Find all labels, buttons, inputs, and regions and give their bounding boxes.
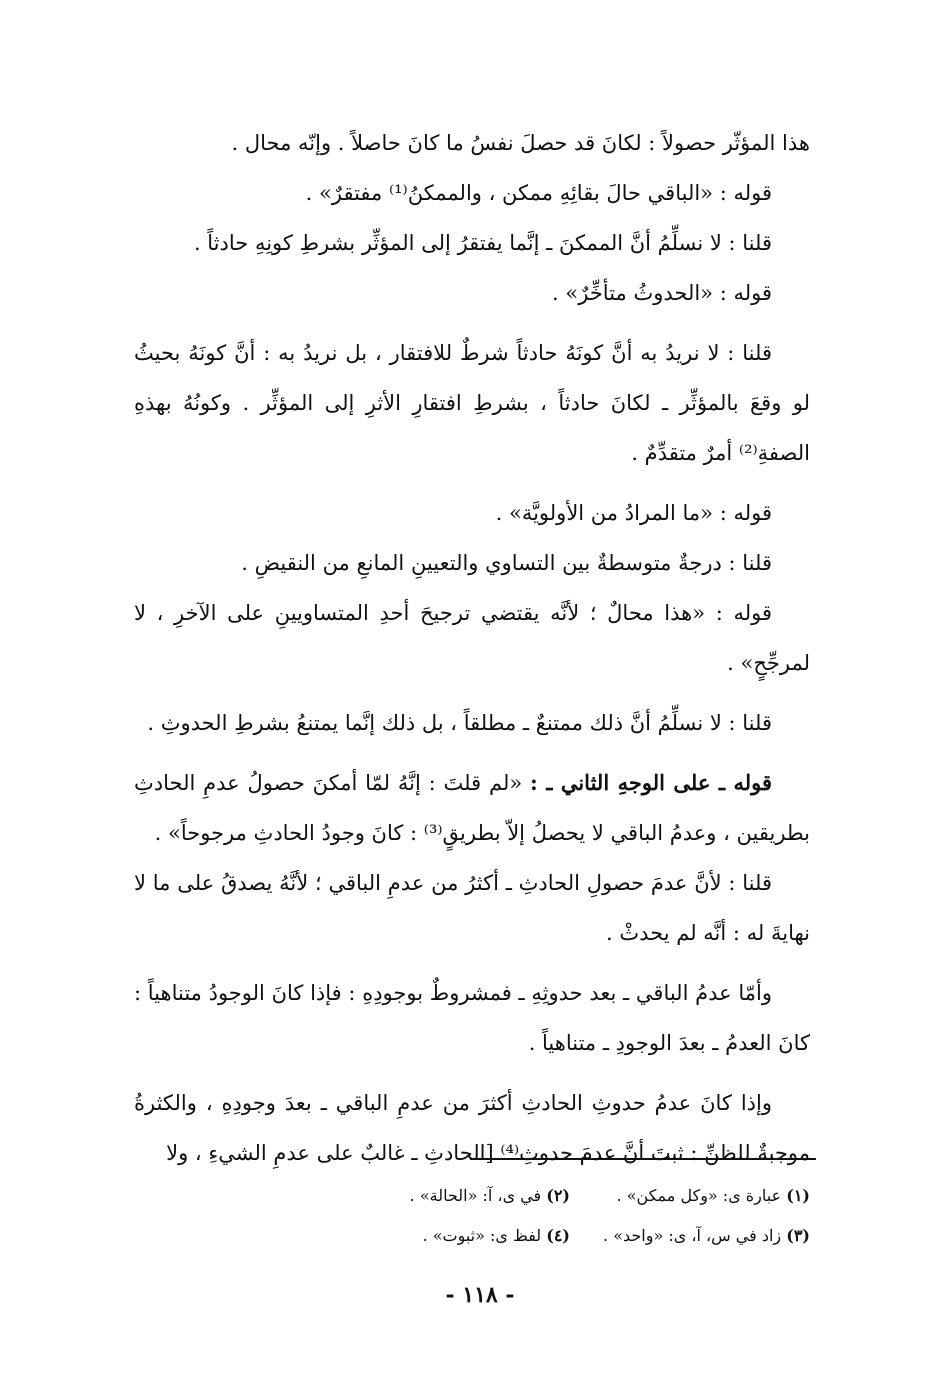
paragraph-10	[134, 758, 810, 858]
footnote-divider	[470, 1158, 816, 1160]
footnote-1-text: عبارة ى: «وكل ممكن» .	[616, 1186, 787, 1205]
paragraph-2: قوله : «الباقي حالَ بقائِهِ ممكن ، والممكنُ⁽¹⁾ مفتقرٌ» .	[305, 181, 772, 205]
paragraph-9: قلنا : لا نسلِّمُ أنَّ ذلك ممتنعٌ ـ مطلقاً ، بل ذلك إنَّما يمتنعُ بشرطِ الحدوثِ .	[147, 711, 772, 735]
footnote-2	[330, 1176, 570, 1216]
footnote-3-text: زاد في س، آ، ى: «واحد» .	[603, 1226, 787, 1245]
paragraph-1: هذا المؤثّر حصولاً : لكانَ قد حصلَ نفسُ ما كانَ حاصلاً . وإنّه محال .	[231, 131, 810, 155]
paragraph-4: قوله : «الحدوثُ متأخِّرٌ» .	[552, 281, 772, 305]
footnote-2-text: في ى، آ: «الحالة» .	[409, 1186, 547, 1205]
footnote-4-text: لفظ ى: «ثبوت» .	[422, 1226, 547, 1245]
paragraph-6: قوله : «ما المرادُ من الأولويَّة» .	[495, 501, 772, 525]
paragraph-7: قلنا : درجةٌ متوسطةٌ بين التساوي والتعيينِ المانعِ من النقيضِ .	[241, 551, 772, 575]
footnote-3	[570, 1216, 810, 1256]
paragraph-3: قلنا : لا نسلِّمُ أنَّ الممكنَ ـ إنَّما يفتقرُ إلى المؤثِّر بشرطِ كونِهِ حادثاً .	[193, 231, 772, 255]
paragraph-10-rest: «لم قلتَ : إنَّهُ لمّا أمكنَ حصولُ عدمِ الحادثِ بطريقين ، وعدمُ الباقي لا يحصلُ إلاّ بطريقٍ⁽³⁾ : كانَ وجودُ الحادثِ مرجوحاً» .	[134, 771, 810, 845]
footnote-row-2	[134, 1216, 810, 1256]
footnote-3-number: (٣)	[786, 1226, 810, 1245]
paragraph-11: قلنا : لأنَّ عدمَ حصولِ الحادثِ ـ أكثرُ من عدمِ الباقي ؛ لأنَّهُ يصدقُ على ما لا نهايةَ له : أنَّه لم يحدثْ .	[134, 871, 810, 945]
paragraph-10-lead: قوله ـ على الوجهِ الثاني ـ :	[530, 770, 772, 795]
paragraph-12: وأمّا عدمُ الباقي ـ بعد حدوثِهِ ـ فمشروطٌ بوجودِهِ : فإذا كانَ الوجودُ متناهياً : كانَ العدمُ ـ بعدَ الوجودِ ـ متناهياً .	[134, 981, 810, 1055]
footnotes	[134, 1176, 810, 1256]
footnote-2-number: (٢)	[546, 1186, 570, 1205]
footnote-4-number: (٤)	[546, 1226, 570, 1245]
page-number: - ١١٨ -	[445, 1282, 515, 1308]
footnote-1	[570, 1176, 810, 1216]
paragraph-8: قوله : «هذا محالٌ ؛ لأنَّه يقتضي ترجيحَ أحدِ المتساويينِ على الآخرِ ، لا لمرجِّحٍ» .	[134, 601, 810, 675]
paragraph-5: قلنا : لا نريدُ به أنَّ كونَهُ حادثاً شرطٌ للافتقار ، بل نريدُ به : أنَّ كونَهُ بحيثُ لو وقعَ بالمؤثِّر ـ لكانَ حادثاً ، بشرطِ افتقارِ الأثرِ إلى المؤثِّر . وكونُهُ بهذهِ الصفةِ⁽²⁾ أمرٌ متقدِّمٌ .	[134, 341, 810, 465]
footnote-1-number: (١)	[786, 1186, 810, 1205]
footnote-row-1	[134, 1176, 810, 1216]
paragraph-13: وإذا كانَ عدمُ حدوثِ الحادثِ أكثرَ من عدمِ الباقي ـ بعدَ وجودِهِ ، والكثرةُ موجبةٌ للظنِّ : ثبتَ أنَّ عدمَ حدوثِ⁽⁴⁾ [الحادثِ ـ غالبٌ على عدمِ الشيءِ ، ولا	[134, 1091, 810, 1165]
footnote-4	[330, 1216, 570, 1256]
body-text	[134, 118, 810, 1178]
